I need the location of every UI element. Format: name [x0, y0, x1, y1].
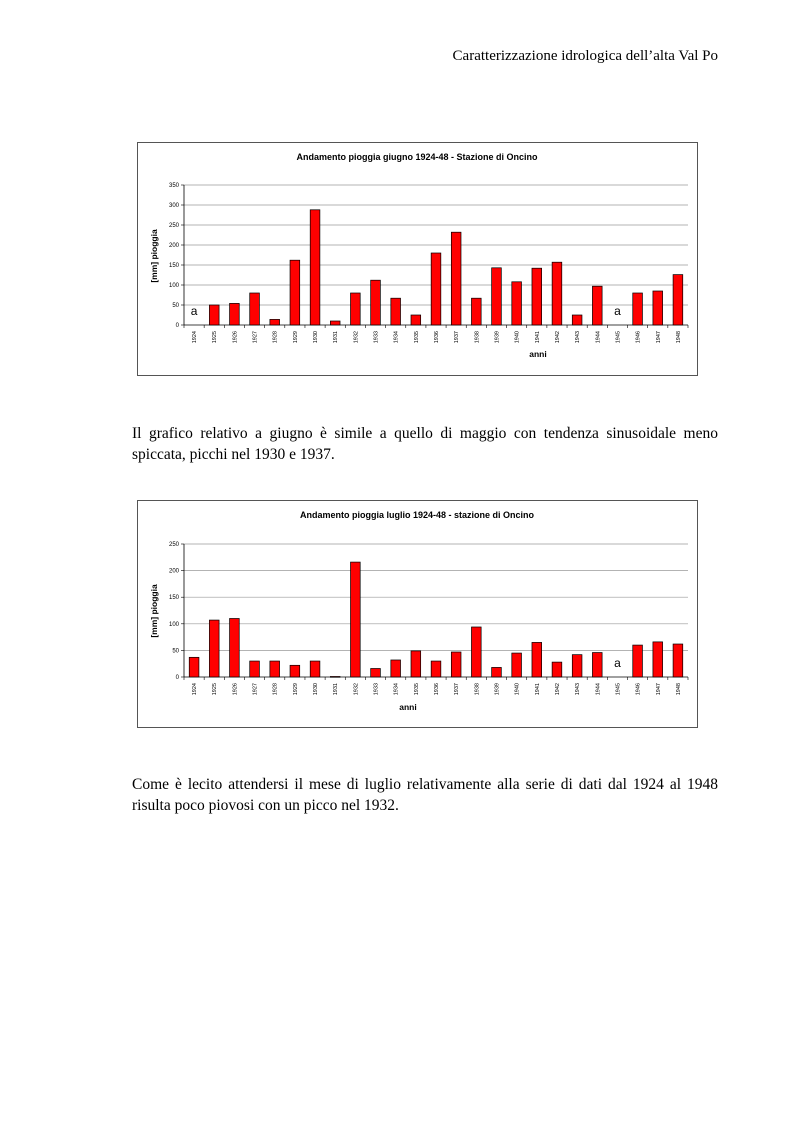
x-tick-label: 1924 [192, 331, 199, 344]
bar-1934 [391, 660, 401, 677]
y-tick-label: 50 [172, 303, 179, 309]
bar-1947 [653, 642, 663, 677]
y-tick-label: 50 [172, 648, 179, 655]
x-tick-label: 1936 [434, 331, 440, 344]
x-tick-label: 1937 [454, 683, 461, 696]
x-tick-label: 1932 [353, 331, 360, 344]
x-tick-label: 1943 [575, 683, 582, 696]
bar-1941 [532, 642, 542, 677]
y-axis-label: [mm] pioggia [149, 584, 159, 638]
bar-1929 [290, 665, 300, 677]
x-tick-label: 1925 [212, 331, 219, 344]
bar-1930 [310, 661, 320, 677]
y-tick-label: 300 [168, 203, 179, 209]
july-rainfall-chart [137, 500, 698, 728]
x-tick-label: 1944 [595, 331, 602, 344]
running-header: Caratterizzazione idrologica dell’alta Val Po [452, 48, 718, 64]
chart-title: Andamento pioggia luglio 1924-48 - stazione di Oncino [299, 510, 535, 520]
x-axis-label: anni [529, 349, 547, 359]
x-tick-label: 1934 [393, 331, 400, 344]
x-tick-label: 1929 [292, 331, 299, 344]
chart-title: Andamento pioggia giugno 1924-48 - Stazione di Oncino [296, 152, 538, 162]
bar-1929 [290, 260, 300, 325]
x-tick-label: 1938 [474, 683, 481, 696]
x-tick-label: 1946 [635, 331, 642, 344]
bar-1944 [592, 286, 602, 325]
bar-1937 [451, 652, 461, 677]
y-tick-label: 350 [168, 183, 179, 189]
bar-1936 [431, 253, 441, 325]
x-tick-label: 1937 [454, 331, 461, 344]
x-tick-label: 1935 [413, 331, 420, 344]
bar-1938 [471, 627, 481, 677]
missing-data-annotation: a [190, 304, 198, 318]
bar-1925 [209, 620, 219, 677]
x-tick-label: 1944 [595, 683, 602, 696]
x-tick-label: 1940 [514, 331, 521, 344]
bar-1940 [512, 282, 522, 325]
bar-1938 [471, 298, 481, 325]
y-axis-label: [mm] pioggia [149, 229, 159, 283]
y-tick-label: 250 [168, 223, 179, 229]
x-tick-label: 1936 [434, 683, 440, 696]
bar-1930 [310, 210, 320, 325]
june-rainfall-chart [137, 142, 698, 376]
bar-1944 [592, 653, 602, 677]
x-tick-label: 1932 [353, 683, 360, 696]
x-tick-label: 1927 [252, 683, 259, 696]
y-tick-label: 200 [168, 243, 179, 249]
bar-1931 [330, 321, 340, 325]
missing-data-annotation: a [614, 656, 621, 670]
x-tick-label: 1933 [373, 683, 380, 696]
bar-1943 [572, 315, 582, 325]
june-commentary: Il grafico relativo a giugno è simile a quello di maggio con tendenza sinusoidale meno spiccata, picchi nel 1930 e 1937. [132, 425, 718, 463]
july-chart-svg [138, 501, 697, 727]
bar-1928 [270, 319, 280, 325]
bar-1939 [492, 268, 502, 325]
bar-1947 [653, 291, 663, 325]
bar-1925 [209, 305, 219, 325]
x-axis-label: anni [399, 702, 417, 712]
x-tick-label: 1925 [212, 683, 219, 696]
bar-1924 [189, 657, 199, 677]
x-tick-label: 1940 [514, 683, 521, 696]
x-tick-label: 1942 [554, 331, 561, 344]
bar-1948 [673, 644, 683, 677]
bar-1941 [532, 268, 542, 325]
x-tick-label: 1935 [413, 683, 420, 696]
bar-1946 [633, 645, 643, 677]
bar-1936 [431, 661, 441, 677]
x-tick-label: 1942 [554, 683, 561, 696]
bar-1931 [330, 676, 340, 677]
y-tick-label: 100 [168, 283, 179, 289]
bar-1940 [512, 653, 522, 677]
x-tick-label: 1927 [252, 331, 259, 344]
bar-1939 [492, 667, 502, 677]
bar-1935 [411, 651, 421, 677]
x-tick-label: 1939 [494, 683, 501, 696]
y-tick-label: 150 [168, 595, 179, 602]
bar-1946 [633, 293, 643, 325]
x-tick-label: 1928 [272, 331, 279, 344]
x-tick-label: 1941 [534, 331, 541, 344]
x-tick-label: 1946 [635, 683, 642, 696]
july-commentary: Come è lecito attendersi il mese di luglio relativamente alla serie di dati dal 1924 al 1948 risulta poco piovosi con un picco nel 1932. [132, 776, 718, 814]
x-tick-label: 1931 [333, 683, 340, 696]
x-tick-label: 1926 [232, 331, 239, 344]
x-tick-label: 1924 [192, 683, 199, 696]
bar-1933 [371, 668, 381, 677]
bar-1933 [371, 280, 381, 325]
bar-1948 [673, 275, 683, 325]
y-tick-label: 0 [175, 675, 179, 681]
y-tick-label: 250 [168, 542, 179, 548]
bar-1934 [391, 298, 401, 325]
y-tick-label: 200 [168, 568, 179, 575]
x-tick-label: 1948 [675, 331, 682, 344]
x-tick-label: 1930 [313, 331, 320, 344]
bar-1942 [552, 262, 562, 325]
x-tick-label: 1945 [615, 331, 622, 344]
bar-1937 [451, 232, 461, 325]
bar-1927 [250, 293, 260, 325]
y-tick-label: 150 [168, 263, 179, 269]
bar-1926 [230, 618, 240, 677]
june-chart-svg [138, 143, 697, 375]
x-tick-label: 1947 [655, 331, 662, 344]
bar-1928 [270, 661, 280, 677]
x-tick-label: 1947 [655, 683, 662, 696]
x-tick-label: 1928 [272, 683, 279, 696]
x-tick-label: 1941 [534, 683, 541, 696]
x-tick-label: 1945 [615, 683, 622, 696]
bar-1927 [250, 661, 260, 677]
missing-data-annotation: a [614, 304, 621, 318]
bar-1932 [351, 293, 361, 325]
x-tick-label: 1930 [313, 683, 320, 696]
x-tick-label: 1939 [494, 331, 501, 344]
bar-1943 [572, 655, 582, 677]
bar-1942 [552, 662, 562, 677]
x-tick-label: 1943 [575, 331, 582, 344]
x-tick-label: 1948 [675, 683, 682, 696]
x-tick-label: 1938 [474, 331, 481, 344]
x-tick-label: 1931 [333, 331, 340, 344]
x-tick-label: 1929 [292, 683, 299, 696]
bar-1932 [351, 562, 361, 677]
x-tick-label: 1926 [232, 683, 239, 696]
y-tick-label: 100 [168, 621, 179, 628]
x-tick-label: 1933 [373, 331, 380, 344]
bar-1926 [230, 303, 240, 325]
x-tick-label: 1934 [393, 683, 400, 696]
bar-1935 [411, 315, 421, 325]
y-tick-label: 0 [175, 323, 179, 329]
